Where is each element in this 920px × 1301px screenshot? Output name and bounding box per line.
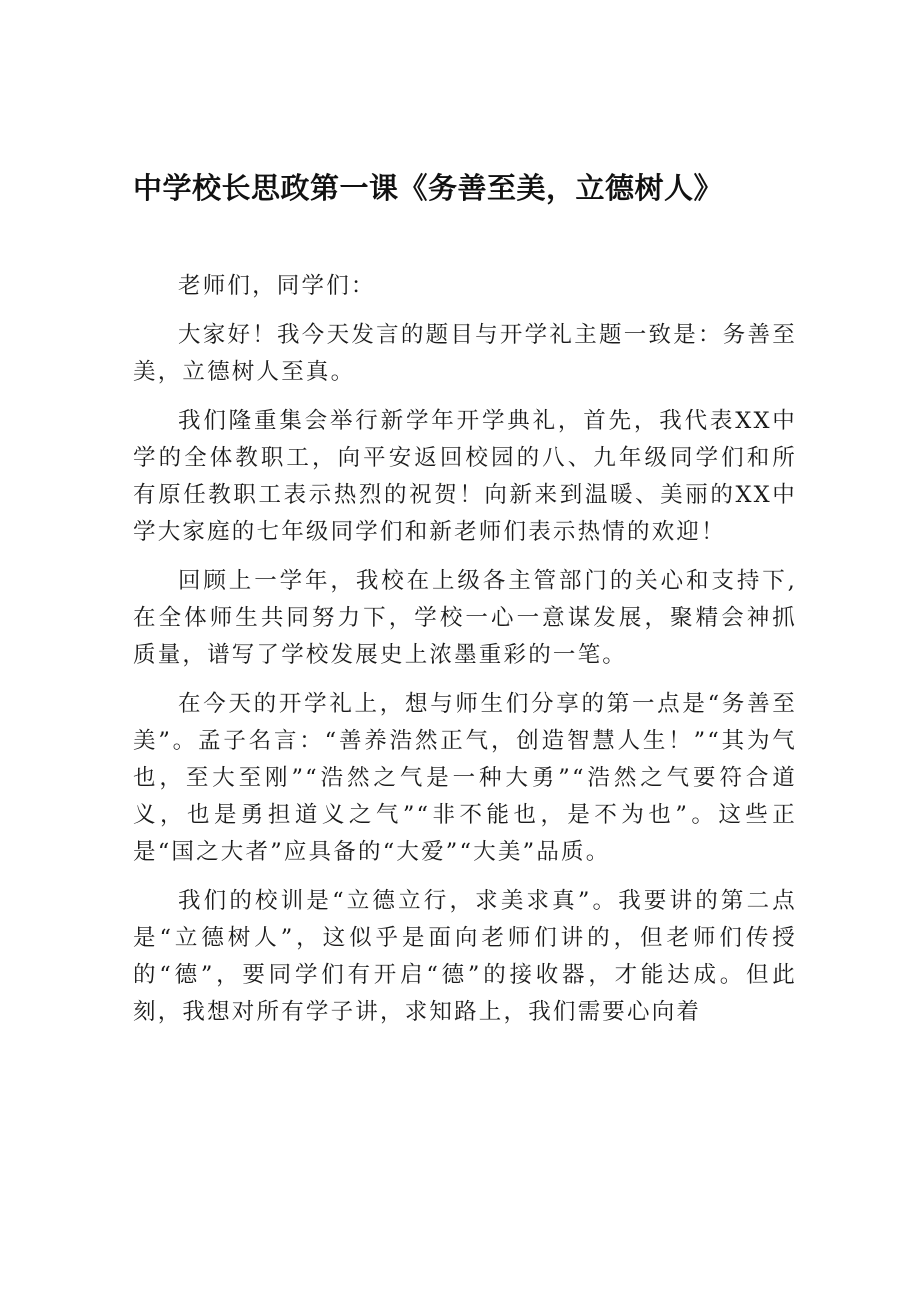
paragraph-review: 回顾上一学年，我校在上级各主管部门的关心和支持下,在全体师生共同努力下，学校一心一意谋发展，聚精会神抓质量，谱写了学校发展史上浓墨重彩的一笔。 bbox=[133, 568, 797, 668]
paragraph-point-two: 我们的校训是“立德立行，求美求真”。我要讲的第二点是“立德树人”，这似乎是面向老师们讲的，但老师们传授的“德”，要同学们有开启“德”的接收器，才能达成。但此刻，我想对所有学子讲，求知路上，我们需要心向着 bbox=[133, 888, 797, 1025]
paragraph-opening: 大家好！我今天发言的题目与开学礼主题一致是：务善至美，立德树人至真。 bbox=[133, 322, 797, 385]
paragraph-greeting: 老师们，同学们： bbox=[178, 273, 376, 299]
document-title: 中学校长思政第一课《务善至美，立德树人》 bbox=[133, 171, 724, 205]
paragraph-point-one: 在今天的开学礼上，想与师生们分享的第一点是“务善至美”。孟子名言：“善养浩然正气，创造智慧人生！”“其为气也，至大至刚”“浩然之气是一种大勇”“浩然之气要符合道义，也是勇担道义之气”“非不能也，是不为也”。这些正是“国之大者”应具备的“大爱”“大美”品质。 bbox=[133, 691, 797, 865]
paragraph-welcome: 我们隆重集会举行新学年开学典礼，首先，我代表XX中学的全体教职工，向平安返回校园的八、九年级同学们和所有原任教职工表示热烈的祝贺！向新来到温暖、美丽的XX中学大家庭的七年级同学们和新老师们表示热情的欢迎！ bbox=[133, 408, 797, 545]
document-body bbox=[133, 268, 797, 1043]
